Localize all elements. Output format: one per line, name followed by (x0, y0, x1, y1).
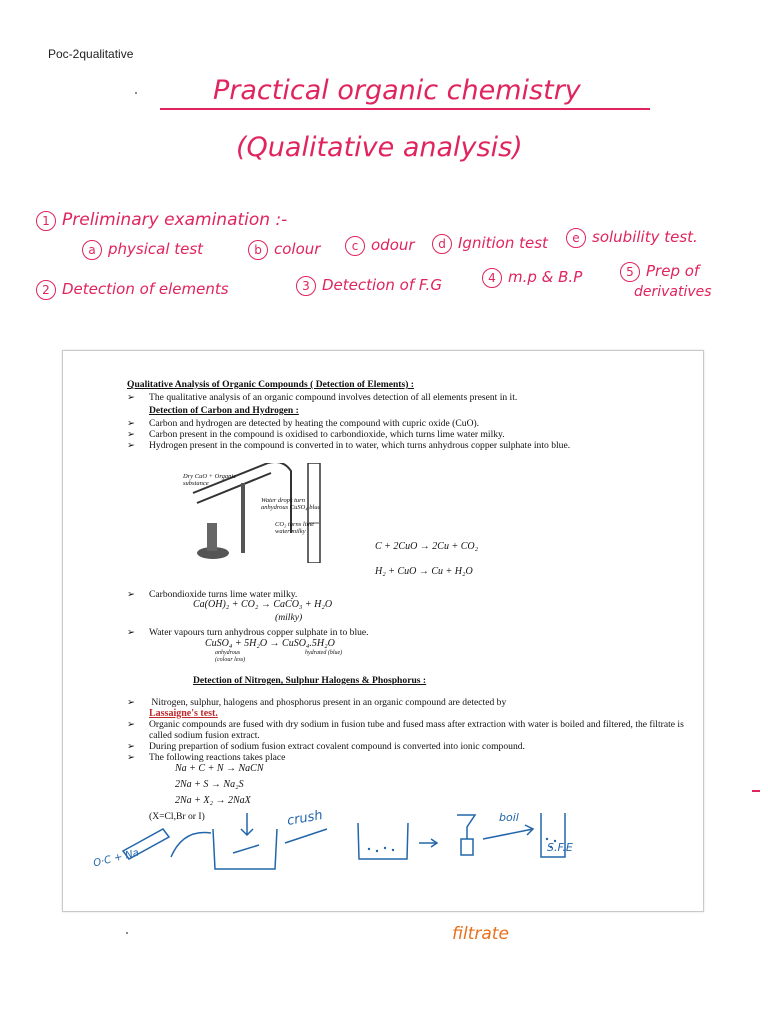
note-text: physical test (108, 240, 204, 258)
equation-milky-note: (milky) (275, 612, 303, 623)
annotation-crush: crush (285, 808, 324, 829)
note-number: 3 (296, 276, 316, 296)
note-number: b (248, 240, 268, 260)
note-prep-derivatives (620, 262, 699, 282)
annotation-oc-na: O·C + Na (92, 847, 141, 870)
note-number: e (566, 228, 586, 248)
note-mp-bp (482, 268, 582, 288)
paragraph-carbon: ➢ Carbon present in the compound is oxidised to carbondioxide, which turns lime water milky. (127, 429, 689, 440)
equation-hydrated-note: hydrated (blue) (305, 650, 343, 656)
note-number: d (432, 234, 452, 254)
note-number: 5 (620, 262, 640, 282)
paragraph-copper-sulphate: ➢ Water vapours turn anhydrous copper sulphate in to blue. (127, 627, 369, 638)
equation-hydrogen: H₂ + CuO → Cu + H₂O (375, 566, 473, 577)
equation-lime-water: Ca(OH)₂ + CO₂ → CaCO₃ + H₂O (193, 599, 333, 610)
paragraph-lassaigne (127, 697, 689, 719)
note-preliminary (36, 210, 287, 231)
note-text: Detection of F.G (322, 276, 442, 294)
note-number: 1 (36, 211, 56, 231)
annotation-boil: boil (499, 811, 519, 824)
note-text: Detection of elements (62, 280, 229, 298)
lassaigne-test-link: Lassaigne's test. (149, 708, 218, 719)
paragraph-reactions: ➢ The following reactions takes place (127, 752, 285, 763)
margin-dash (752, 790, 760, 792)
paragraph-ionic: ➢ During prepartion of sodium fusion extract covalent compound is converted into ionic compound. (127, 741, 689, 752)
note-derivatives: derivatives (634, 284, 712, 300)
note-text: Preliminary examination :- (62, 210, 288, 230)
annotation-sfe: S.F.E (547, 841, 573, 854)
paragraph-intro: ➢ The qualitative analysis of an organic compound involves detection of all elements present in it. (127, 392, 689, 403)
handwritten-subtitle: (Qualitative analysis) (236, 132, 523, 163)
paragraph-fusion: ➢ Organic compounds are fused with dry sodium in fusion tube and fused mass after extraction with water is boiled and filtered, the filtrate is called sodium fusion extract. (127, 719, 689, 741)
halogen-note: (X=Cl,Br or I) (149, 811, 205, 822)
note-odour (345, 236, 415, 256)
lassaigne-text: Nitrogen, sulphur, halogens and phosphorus present in an organic compound are detected by (151, 697, 507, 708)
note-text: Ignition test (458, 234, 548, 252)
note-physical-test (82, 240, 203, 260)
handwritten-title: Practical organic chemistry (213, 75, 581, 106)
note-number: a (82, 240, 102, 260)
note-number: 4 (482, 268, 502, 288)
note-solubility (566, 228, 698, 248)
note-colour (248, 240, 320, 260)
heading-detection-elements: Qualitative Analysis of Organic Compounds ( Detection of Elements) : (127, 379, 415, 390)
note-text: Prep of (646, 262, 700, 280)
equation-nax: 2Na + X₂ → 2NaX (175, 795, 251, 806)
stray-mark (126, 932, 128, 934)
equation-carbon: C + 2CuO → 2Cu + CO₂ (375, 541, 479, 552)
title-underline (160, 108, 650, 110)
equation-na2s: 2Na + S → Na₂S (175, 779, 244, 790)
note-text: solubility test. (592, 228, 698, 246)
note-ignition (432, 234, 548, 254)
note-text: odour (371, 236, 415, 254)
note-text: colour (274, 240, 321, 258)
equation-nacn: Na + C + N → NaCN (175, 763, 264, 774)
note-number: c (345, 236, 365, 256)
annotation-filtrate: filtrate (452, 924, 509, 944)
heading-carbon-hydrogen: Detection of Carbon and Hydrogen : (149, 405, 299, 416)
paragraph-hydrogen: ➢ Hydrogen present in the compound is converted in to water, which turns anhydrous copper sulphate into blue. (127, 440, 649, 451)
note-detection-fg (296, 276, 442, 296)
figure-label-water-drops: Water drops turn anhydrous CuSO₄ blue (261, 497, 321, 511)
paragraph-cupric-oxide: ➢ Carbon and hydrogen are detected by heating the compound with cupric oxide (CuO). (127, 418, 689, 429)
figure-label-co2: CO₂ turns lime water milky (275, 521, 315, 535)
note-detection-elements (36, 280, 229, 300)
note-text: m.p & B.P (508, 268, 583, 286)
scanned-document (62, 350, 704, 912)
fusion-sketch (63, 799, 703, 911)
paragraph-lime-water: ➢ Carbondioxide turns lime water milky. (127, 589, 297, 600)
note-number: 2 (36, 280, 56, 300)
document-label: Poc-2qualitative (48, 47, 134, 61)
figure-label-cuo: Dry CuO + Organic substance (183, 473, 237, 487)
heading-nitrogen-sulphur: Detection of Nitrogen, Sulphur Halogens & Phosphorus : (193, 675, 427, 686)
stray-mark (135, 92, 137, 94)
equation-anhydrous-note: anhydrous (colour less) (215, 650, 246, 663)
equation-copper-sulphate: CuSO₄ + 5H₂O → CuSO₄.5H₂O (205, 638, 335, 649)
